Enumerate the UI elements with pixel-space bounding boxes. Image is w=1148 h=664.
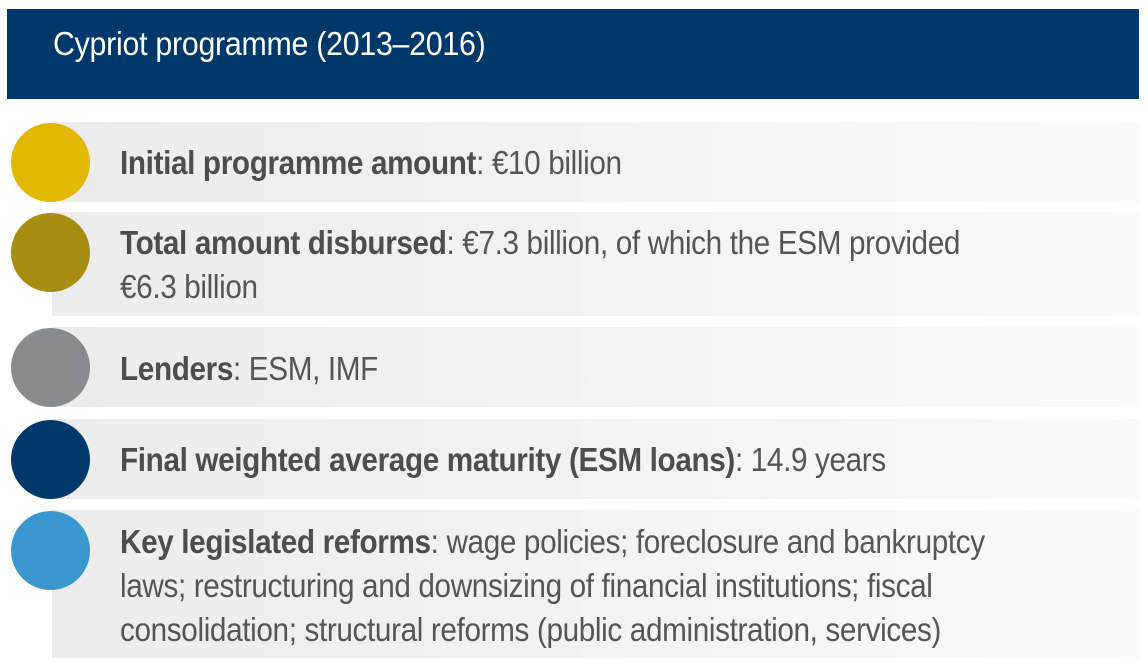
item-line: laws; restructuring and downsizing of financial institutions; fiscal <box>120 567 933 604</box>
list-item-maturity <box>0 419 1148 499</box>
list-item-total-disbursed <box>0 212 1148 316</box>
bullet-dot <box>11 511 90 590</box>
item-line <box>120 221 1000 265</box>
item-value: : ESM, IMF <box>233 350 378 387</box>
item-text <box>120 347 1000 391</box>
item-value: : wage policies; foreclosure and bankruptcy <box>430 523 985 560</box>
item-label: Key legislated reforms <box>120 523 431 560</box>
item-line: €6.3 billion <box>120 268 258 305</box>
item-text <box>120 438 1000 482</box>
bullet-dot <box>11 328 90 407</box>
bullet-dot <box>11 420 90 499</box>
list-item-initial-amount <box>0 122 1148 202</box>
item-label: Initial programme amount <box>120 144 477 181</box>
bullet-dot <box>11 123 90 202</box>
list-item-lenders <box>0 327 1148 407</box>
bullet-dot <box>11 213 90 292</box>
item-text <box>120 221 1000 309</box>
item-label: Lenders <box>120 350 234 387</box>
item-label: Final weighted average maturity (ESM loans) <box>120 441 735 478</box>
header-banner <box>7 9 1139 99</box>
item-value: : €7.3 billion, of which the ESM provided <box>446 224 961 261</box>
page-title: Cypriot programme (2013–2016) <box>53 25 486 62</box>
item-label: Total amount disbursed <box>120 224 447 261</box>
item-line: consolidation; structural reforms (public administration, services) <box>120 611 941 648</box>
item-line <box>120 520 1000 564</box>
item-value: : €10 billion <box>476 144 622 181</box>
item-text <box>120 520 1000 652</box>
item-text <box>120 141 1000 185</box>
list-item-reforms <box>0 510 1148 658</box>
item-value: : 14.9 years <box>734 441 886 478</box>
